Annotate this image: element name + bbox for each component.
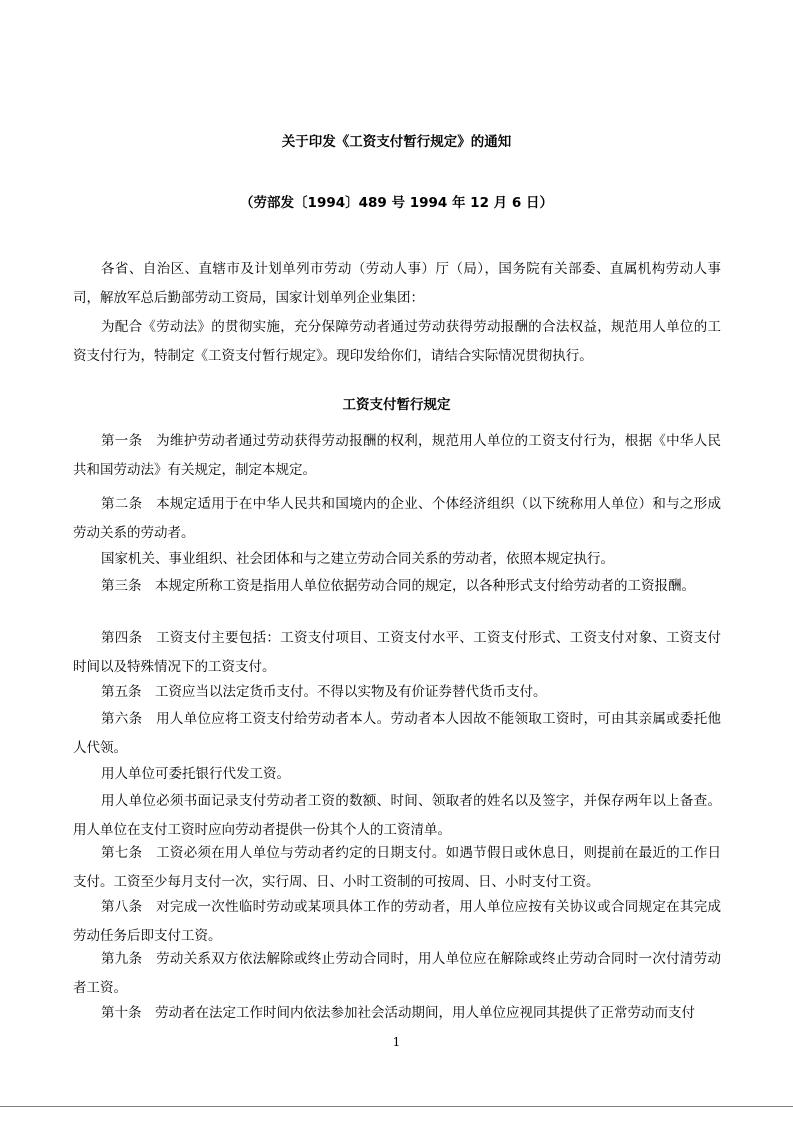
article-2-paragraph-2: 国家机关、事业组织、社会团体和与之建立劳动合同关系的劳动者，依照本规定执行。: [101, 551, 614, 567]
article-2: 第二条 本规定适用于在中华人民共和国境内的企业、个体经济组织（以下统称用人单位）和与之形成劳动关系的劳动者。: [73, 496, 721, 541]
article-8: 第八条 对完成一次性临时劳动或某项具体工作的劳动者，用人单位应按有关协议或合同规定在其完成劳动任务后即支付工资。: [73, 899, 721, 944]
regulation-title: 工资支付暂行规定: [342, 397, 451, 413]
article-7: 第七条 工资必须在用人单位与劳动者约定的日期支付。如遇节假日或休息日，则提前在最近的工作日支付。工资至少每月支付一次，实行周、日、小时工资制的可按周、日、小时支付工资。: [73, 845, 721, 890]
article-6-paragraph-3: 用人单位必须书面记录支付劳动者工资的数额、时间、领取者的姓名以及签字，并保存两年以上备查。用人单位在支付工资时应向劳动者提供一份其个人的工资清单。: [73, 793, 721, 838]
article-6-paragraph-2: 用人单位可委托银行代发工资。: [101, 766, 290, 782]
article-6: 第六条 用人单位应将工资支付给劳动者本人。劳动者本人因故不能领取工资时，可由其亲属或委托他人代领。: [73, 711, 721, 756]
article-4: 第四条 工资支付主要包括：工资支付项目、工资支付水平、工资支付形式、工资支付对象、工资支付时间以及特殊情况下的工资支付。: [73, 630, 721, 675]
article-5: 第五条 工资应当以法定货币支付。不得以实物及有价证券替代货币支付。: [101, 684, 547, 700]
article-3: 第三条 本规定所称工资是指用人单位依据劳动合同的规定，以各种形式支付给劳动者的工资报酬。: [101, 578, 695, 594]
article-9: 第九条 劳动关系双方依法解除或终止劳动合同时，用人单位应在解除或终止劳动合同时一次付清劳动者工资。: [73, 951, 721, 996]
page-bottom-divider: [0, 1106, 793, 1107]
article-1: 第一条 为维护劳动者通过劳动获得劳动报酬的权利，规范用人单位的工资支付行为，根据《中华人民共和国劳动法》有关规定，制定本规定。: [73, 433, 721, 478]
issue-line: （劳部发〔1994〕489 号 1994 年 12 月 6 日）: [240, 195, 553, 211]
document-title: 关于印发《工资支付暂行规定》的通知: [281, 134, 512, 150]
notice-body: 为配合《劳动法》的贯彻实施，充分保障劳动者通过劳动获得劳动报酬的合法权益，规范用人单位的工资支付行为，特制定《工资支付暂行规定》。现印发给你们，请结合实际情况贯彻执行。: [73, 319, 721, 364]
page-number: 1: [392, 1035, 401, 1049]
article-10: 第十条 劳动者在法定工作时间内依法参加社会活动期间，用人单位应视同其提供了正常劳动而支付: [101, 1005, 695, 1021]
notice-addressees: 各省、自治区、直辖市及计划单列市劳动（劳动人事）厅（局），国务院有关部委、直属机构劳动人事司，解放军总后勤部劳动工资局，国家计划单列企业集团：: [73, 261, 721, 306]
